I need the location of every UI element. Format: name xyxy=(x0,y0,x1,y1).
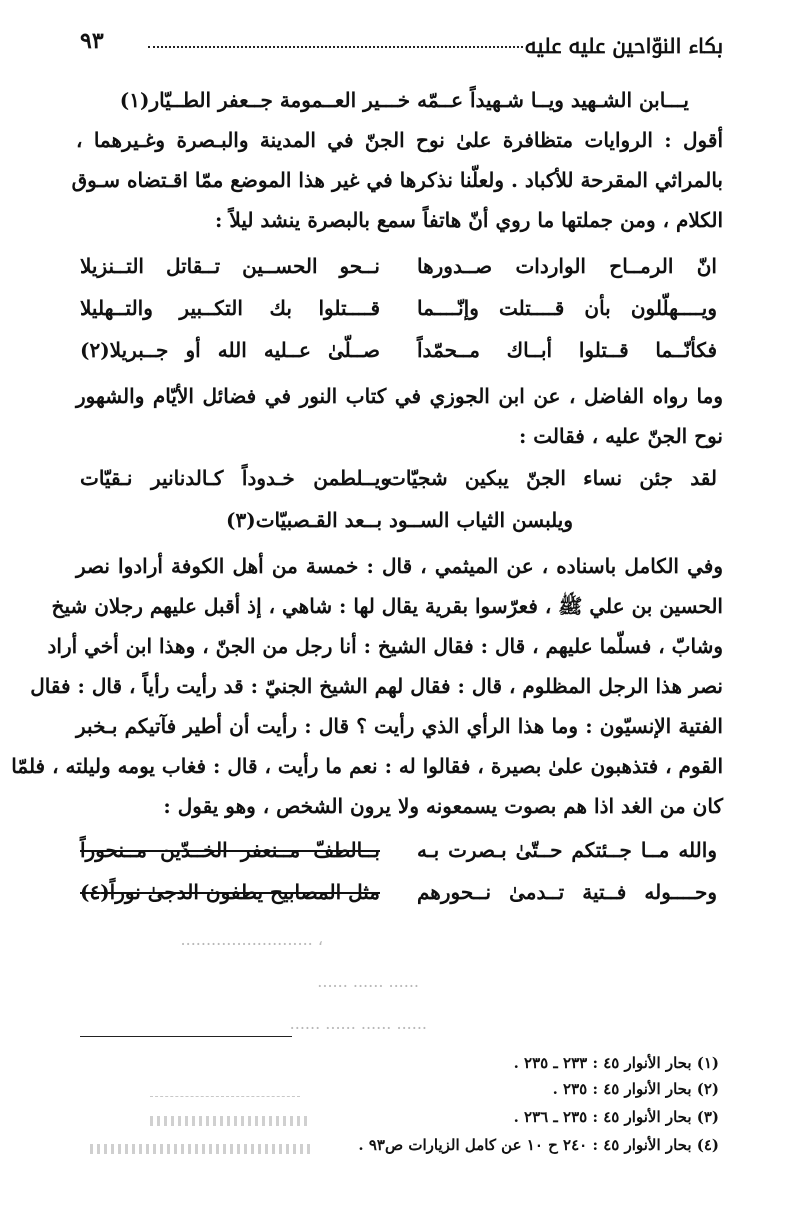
verse-second-hemistich: قــــتلوا بك التكــبير والتــهليلا xyxy=(80,296,380,320)
footnote: (٤) بحار الأنوار ٤٥ : ٢٤٠ ح ١٠ عن كامل الزيارات ص٩٣ . xyxy=(358,1136,719,1154)
verse-row xyxy=(80,296,717,330)
verse-first-hemistich: ويــــهلّلون بأن قــــتلت وإنّــــما xyxy=(417,296,717,320)
paragraph-line: الحسين بن علي ﷺ ، فعرّسوا بقرية يقال لها : شاهي ، إذ أقبل عليهم رجلان شيخ xyxy=(51,594,723,618)
verse-line: يـــابن الشـهيد ويــا شـهيداً عــمّه خـــير العــمومة جــعفر الطــيّار(١) xyxy=(119,88,689,112)
verse-first-hemistich: انّ الرمــاح الواردات صــدورها xyxy=(417,254,717,278)
bleed-through-line: ، .......................... xyxy=(180,930,323,949)
verse-first-hemistich: والله مــا جــئتكم حــتّىٰ بـصرت بـه xyxy=(417,838,717,862)
verse-first-hemistich: وحــــوله فــتية تــدمىٰ نــحورهم xyxy=(417,880,717,904)
paragraph-line: نوح الجنّ عليه ، فقالت : xyxy=(518,424,723,448)
bleed-through-line: ...... ...... ...... xyxy=(317,972,419,991)
verse-first-hemistich: لقد جئن نساء الجنّ يبكين شجيّات xyxy=(387,466,717,490)
paragraph-line: أقول : الروايات متظافرة علىٰ نوح الجنّ في المدينة والبـصرة وغـيرهما ، xyxy=(76,128,723,152)
bleed-through-smudge xyxy=(90,1144,310,1154)
footnote: (٢) بحار الأنوار ٤٥ : ٢٣٥ . xyxy=(552,1080,719,1098)
verse-row xyxy=(80,254,717,288)
verse-second-hemistich: صــلّىٰ عــليه الله أو جــبريلا(٢) xyxy=(80,338,380,362)
paragraph-line: القوم ، فتذهبون علىٰ بصيرة ، فقالوا له : نعم ما رأيت ، قال : فغاب يومه وليلته ، فلمّا xyxy=(11,754,723,778)
verse-row xyxy=(80,466,717,500)
bleed-through-line: ...... ...... ...... ...... xyxy=(289,1014,427,1033)
verse-second-hemistich: بــالطفّ مــنعفر الخــدّين مــنحوراً xyxy=(80,838,380,862)
paragraph-line: الكلام ، ومن جملتها ما روي أنّ هاتفاً سمع بالبصرة ينشد ليلاً : xyxy=(215,208,723,232)
running-header xyxy=(80,28,723,62)
paragraph-line: وفي الكامل باسناده ، عن الميثمي ، قال : خمسة من أهل الكوفة أرادوا نصر xyxy=(76,554,723,578)
paragraph-line: وما رواه الفاضل ، عن ابن الجوزي في كتاب النور في فضائل الأيّام والشهور xyxy=(76,384,723,408)
verse-second-hemistich: مثل المصابيح يطفون الدجىٰ نوراً(٤) xyxy=(80,880,380,904)
header-dot-leader xyxy=(148,32,523,48)
verse-second-hemistich: نــحو الحســين تــقاتل التــنزيلا xyxy=(80,254,380,278)
paragraph-line: نصر هذا الرجل المظلوم ، قال : فقال لهم الشيخ الجنيّ : قد رأيت رأياً ، قال : فقال xyxy=(30,674,723,698)
footnote: (٣) بحار الأنوار ٤٥ : ٢٣٥ ـ ٢٣٦ . xyxy=(513,1108,719,1126)
page-number: ٩٣ xyxy=(80,28,104,54)
paragraph-line: بالمراثي المقرحة للأكباد . ولعلّنا نذكرها في غير هذا الموضع ممّا اقـتضاه سـوق xyxy=(71,168,723,192)
bleed-through-smudge xyxy=(150,1116,310,1126)
verse-first-hemistich: فكأنّــما قــتلوا أبــاك مــحمّداً xyxy=(417,338,717,362)
header-title: بكاء النوّاحين عليه ﷷ xyxy=(524,34,723,58)
verse-row xyxy=(80,338,717,372)
verse-row xyxy=(80,838,717,872)
paragraph-line: وشابّ ، فسلّما عليهم ، قال : فقال الشيخ : أنا رجل من الجنّ ، وهذا ابن أخي أراد xyxy=(47,634,723,658)
footnote: (١) بحار الأنوار ٤٥ : ٢٣٣ ـ ٢٣٥ . xyxy=(513,1054,719,1072)
verse-second-hemistich: ويــلطمن خـدوداً كـالدنانير نـقيّات xyxy=(80,466,390,490)
verse-centered: ويلبسن الثياب الســود بــعد القـصبيّات(٣) xyxy=(226,508,573,532)
bleed-through-rule xyxy=(150,1096,300,1097)
paragraph-line: كان من الغد اذا هم بصوت يسمعونه ولا يرون الشخص ، وهو يقول : xyxy=(163,794,723,818)
verse-row xyxy=(80,880,717,914)
paragraph-line: الفتية الإنسيّون : وما هذا الرأي الذي رأيت ؟ قال : رأيت أن أطير فآتيكم بـخبر xyxy=(76,714,723,738)
footnote-separator xyxy=(80,1036,292,1037)
